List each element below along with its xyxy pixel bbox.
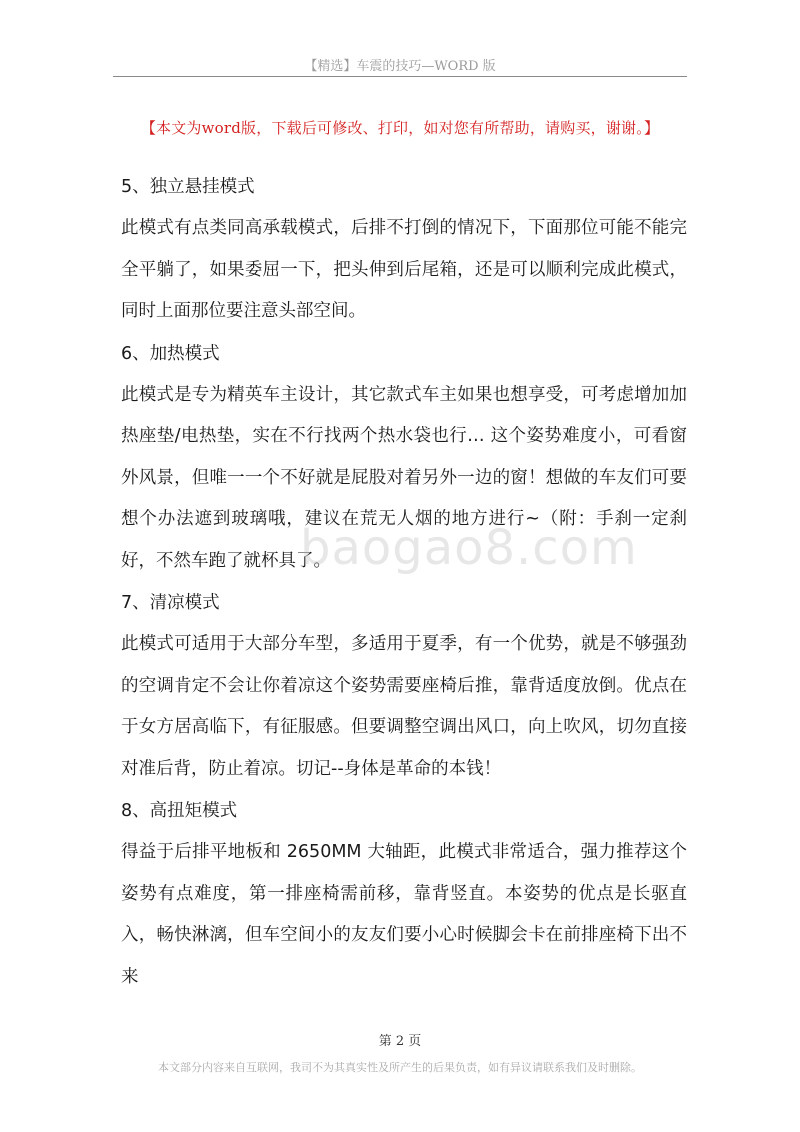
disclaimer-footer: 本文部分内容来自互联网，我司不为其真实性及所产生的后果负责，如有异议请联系我们及时删除。 [158, 1061, 642, 1074]
section-heading: 7、清凉模式 [121, 593, 220, 613]
section-paragraph: 此模式有点类同高承载模式，后排不打倒的情况下，下面那位可能不能完全平躺了，如果委屈一下，把头伸到后尾箱，还是可以顺利完成此模式，同时上面那位要注意头部空间。 [121, 218, 687, 321]
section-paragraph: 此模式是专为精英车主设计，其它款式车主如果也想享受，可考虑增加加热座垫/电热垫，实在不行找两个热水袋也行… 这个姿势难度小，可看窗外风景，但唯一一个不好就是屁股对着另外一边的窗！想做的车友们可要想个办法遮到玻璃哦，建议在荒无人烟的地方进行~（附：手刹一定刹好，不然车跑了就杯具了。 [121, 384, 687, 571]
purchase-notice: 【本文为word版，下载后可修改、打印，如对您有所帮助，请购买，谢谢。】 [140, 119, 660, 137]
section-heading: 5、独立悬挂模式 [121, 177, 255, 197]
watermark: baogao8.com [300, 520, 638, 576]
document-body [121, 166, 687, 998]
section-heading: 6、加热模式 [121, 343, 220, 364]
section-6 [121, 333, 687, 583]
document-header: 【精选】车震的技巧—WORD 版 [304, 59, 496, 74]
header-divider [113, 76, 687, 77]
page-number: 第 2 页 [378, 1034, 422, 1049]
section-7 [121, 582, 687, 790]
section-heading: 8、高扭矩模式 [121, 801, 238, 821]
section-paragraph: 此模式可适用于大部分车型，多适用于夏季，有一个优势，就是不够强劲的空调肯定不会让你着凉这个姿势需要座椅后推，靠背适度放倒。优点在于女方居高临下，有征服感。但要调整空调出风口，向上吹风，切勿直接对准后背，防止着凉。切记--身体是革命的本钱！ [121, 634, 687, 779]
section-5 [121, 166, 687, 333]
section-8 [121, 790, 687, 998]
section-paragraph: 得益于后排平地板和 2650MM 大轴距，此模式非常适合，强力推荐这个姿势有点难度，第一排座椅需前移，靠背竖直。本姿势的优点是长驱直入，畅快淋漓，但车空间小的友友们要小心时候脚会卡在前排座椅下出不来 [121, 842, 687, 987]
